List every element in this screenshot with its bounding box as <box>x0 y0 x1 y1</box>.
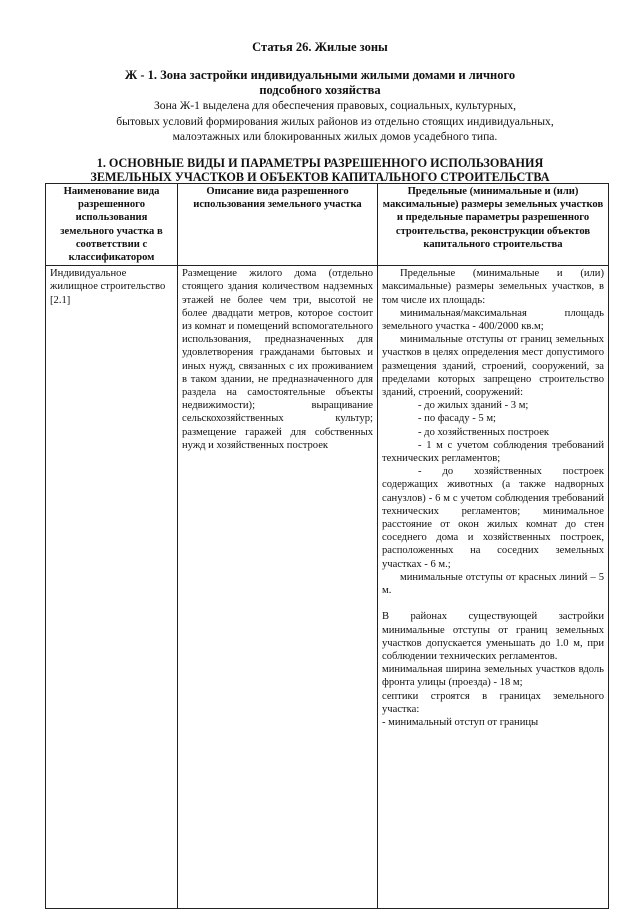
permitted-use-table <box>45 183 609 909</box>
article-title: Статья 26. Жилые зоны <box>252 40 388 54</box>
parameter-paragraph: минимальная/максимальная площадь земельного участка - 400/2000 кв.м; <box>382 307 604 333</box>
parameter-gap <box>382 597 604 610</box>
intro-line: Зона Ж-1 выделена для обеспечения правовых, социальных, культурных, <box>153 99 517 112</box>
parameter-paragraph: Предельные (минимальные и (или) максимальные) размеры земельных участков, в том числе их площадь: <box>382 268 604 306</box>
parameter-paragraph: - минимальный отступ от границы <box>382 716 539 728</box>
parameter-paragraph: - до хозяйственных построек содержащих животных (а также надворных санузлов) - 6 м с учетом соблюдения требований технических регламентов; минимальное расстояние от окон жилых комнат до стен соседнего дома и хозяйственных построек, расположенных на соседних земельных участках - 6 м.; <box>382 466 604 570</box>
intro-line: малоэтажных или блокированных жилых домов усадебного типа. <box>172 130 498 143</box>
table-header-row <box>46 184 609 266</box>
intro-line: бытовых условий формирования жилых районов из отдельно стоящих индивидуальных, <box>116 114 554 128</box>
parameter-paragraph: септики строятся в границах земельного участка: <box>382 690 604 715</box>
cell-use-name: Индивидуальное жилищное строительство [2.1] <box>46 266 178 909</box>
header-use-name: Наименование вида разрешенного использования земельного участка в соответствии с классификатором <box>46 184 178 266</box>
parameter-paragraph: минимальная ширина земельных участков вдоль фронта улицы (проезда) - 18 м; <box>382 664 604 689</box>
parameter-paragraph: - по фасаду - 5 м; <box>418 413 496 425</box>
zone-title: Ж - 1. Зона застройки индивидуальными жилыми домами и личного подсобного хозяйства <box>124 68 516 97</box>
parameter-paragraph: минимальные отступы от границ земельных участков в целях определения мест допустимого размещения зданий, строений, сооружений, за пределами которых запрещено строительство зданий, строений, сооружений: <box>382 334 604 399</box>
section-title: 1. ОСНОВНЫЕ ВИДЫ И ПАРАМЕТРЫ РАЗРЕШЕННОГО ИСПОЛЬЗОВАНИЯ ЗЕМЕЛЬНЫХ УЧАСТКОВ И ОБЪЕКТОВ КАПИТАЛЬНОГО СТРОИТЕЛЬСТВА <box>90 156 550 184</box>
header-use-description: Описание вида разрешенного использования земельного участка <box>178 184 378 266</box>
zone-intro <box>90 98 580 145</box>
parameter-paragraph: - до жилых зданий - 3 м; <box>418 400 529 412</box>
parameter-paragraph: - до хозяйственных построек <box>418 426 550 438</box>
parameter-paragraph: В районах существующей застройки минимальные отступы от границ земельных участков допускается уменьшать до 1.0 м, при соблюдении технических регламентов. <box>382 611 604 662</box>
cell-use-description: Размещение жилого дома (отдельно стоящего здания количеством надземных этажей не более чем три, высотой не более двадцати метров, которое состоит из комнат и помещений вспомогательного использования, предназначенных для удовлетворения гражданами бытовых и иных нужд, связанных с их проживанием в таком здании, не предназначенного для раздела на самостоятельные объекты недвижимости); выращивание сельскохозяйственных культур; размещение гаражей для собственных нужд и хозяйственных построек <box>178 266 378 909</box>
parameter-paragraph: - 1 м с учетом соблюдения требований технических регламентов; <box>382 439 604 465</box>
parameter-paragraph: минимальные отступы от красных линий – 5 м. <box>382 571 604 597</box>
cell-parameters <box>378 266 609 909</box>
table-row <box>46 266 609 909</box>
header-parameters: Предельные (минимальные и (или) максимальные) размеры земельных участков и предельные параметры разрешенного строительства, реконструкции объектов капитального строительства <box>378 184 609 266</box>
